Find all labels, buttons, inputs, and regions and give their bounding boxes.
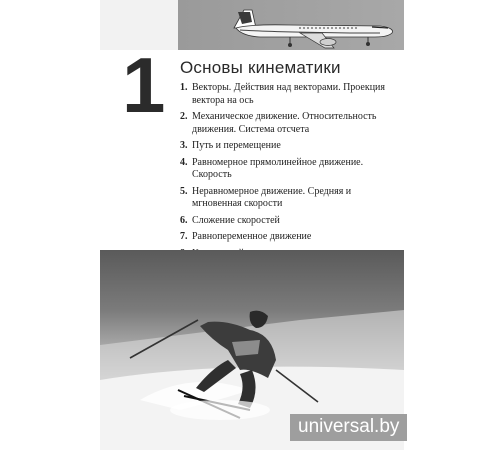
toc-item-number: 1. bbox=[180, 82, 188, 93]
toc-item-text: Равнопеременное движение bbox=[192, 231, 312, 242]
toc-item bbox=[180, 186, 400, 211]
toc-item-number: 4. bbox=[180, 156, 188, 168]
toc-item bbox=[180, 157, 400, 182]
toc-item-number: 6. bbox=[180, 214, 188, 226]
chapter-title: Основы кинематики bbox=[180, 58, 341, 77]
toc-item-text: Сложение скоростей bbox=[192, 214, 280, 226]
toc-item-number: 2. bbox=[180, 111, 188, 122]
toc-item bbox=[180, 82, 400, 107]
toc-item bbox=[180, 231, 400, 244]
toc-item-number: 3. bbox=[180, 140, 188, 151]
toc-item-text: Путь и перемещение bbox=[192, 140, 281, 151]
toc-item-number: 7. bbox=[180, 231, 188, 242]
book-page bbox=[100, 0, 404, 450]
toc-item bbox=[180, 140, 400, 153]
toc-item bbox=[180, 215, 400, 228]
chapter-number: 1 bbox=[122, 41, 164, 129]
airplane-image bbox=[230, 6, 400, 56]
toc-item-number: 5. bbox=[180, 185, 188, 197]
watermark-label: universal.by bbox=[290, 414, 407, 441]
toc-item bbox=[180, 111, 400, 136]
toc-item-text: Неравномерное движение. Средняя и мгновенная скорости bbox=[192, 185, 352, 209]
table-of-contents bbox=[180, 82, 400, 264]
toc-item-text: Векторы. Действия над векторами. Проекция вектора на ось bbox=[192, 82, 386, 106]
toc-item-text: Механическое движение. Относительность движения. Система отсчета bbox=[192, 111, 377, 135]
toc-item-text: Равномерное прямолинейное движение. Скорость bbox=[192, 156, 364, 180]
